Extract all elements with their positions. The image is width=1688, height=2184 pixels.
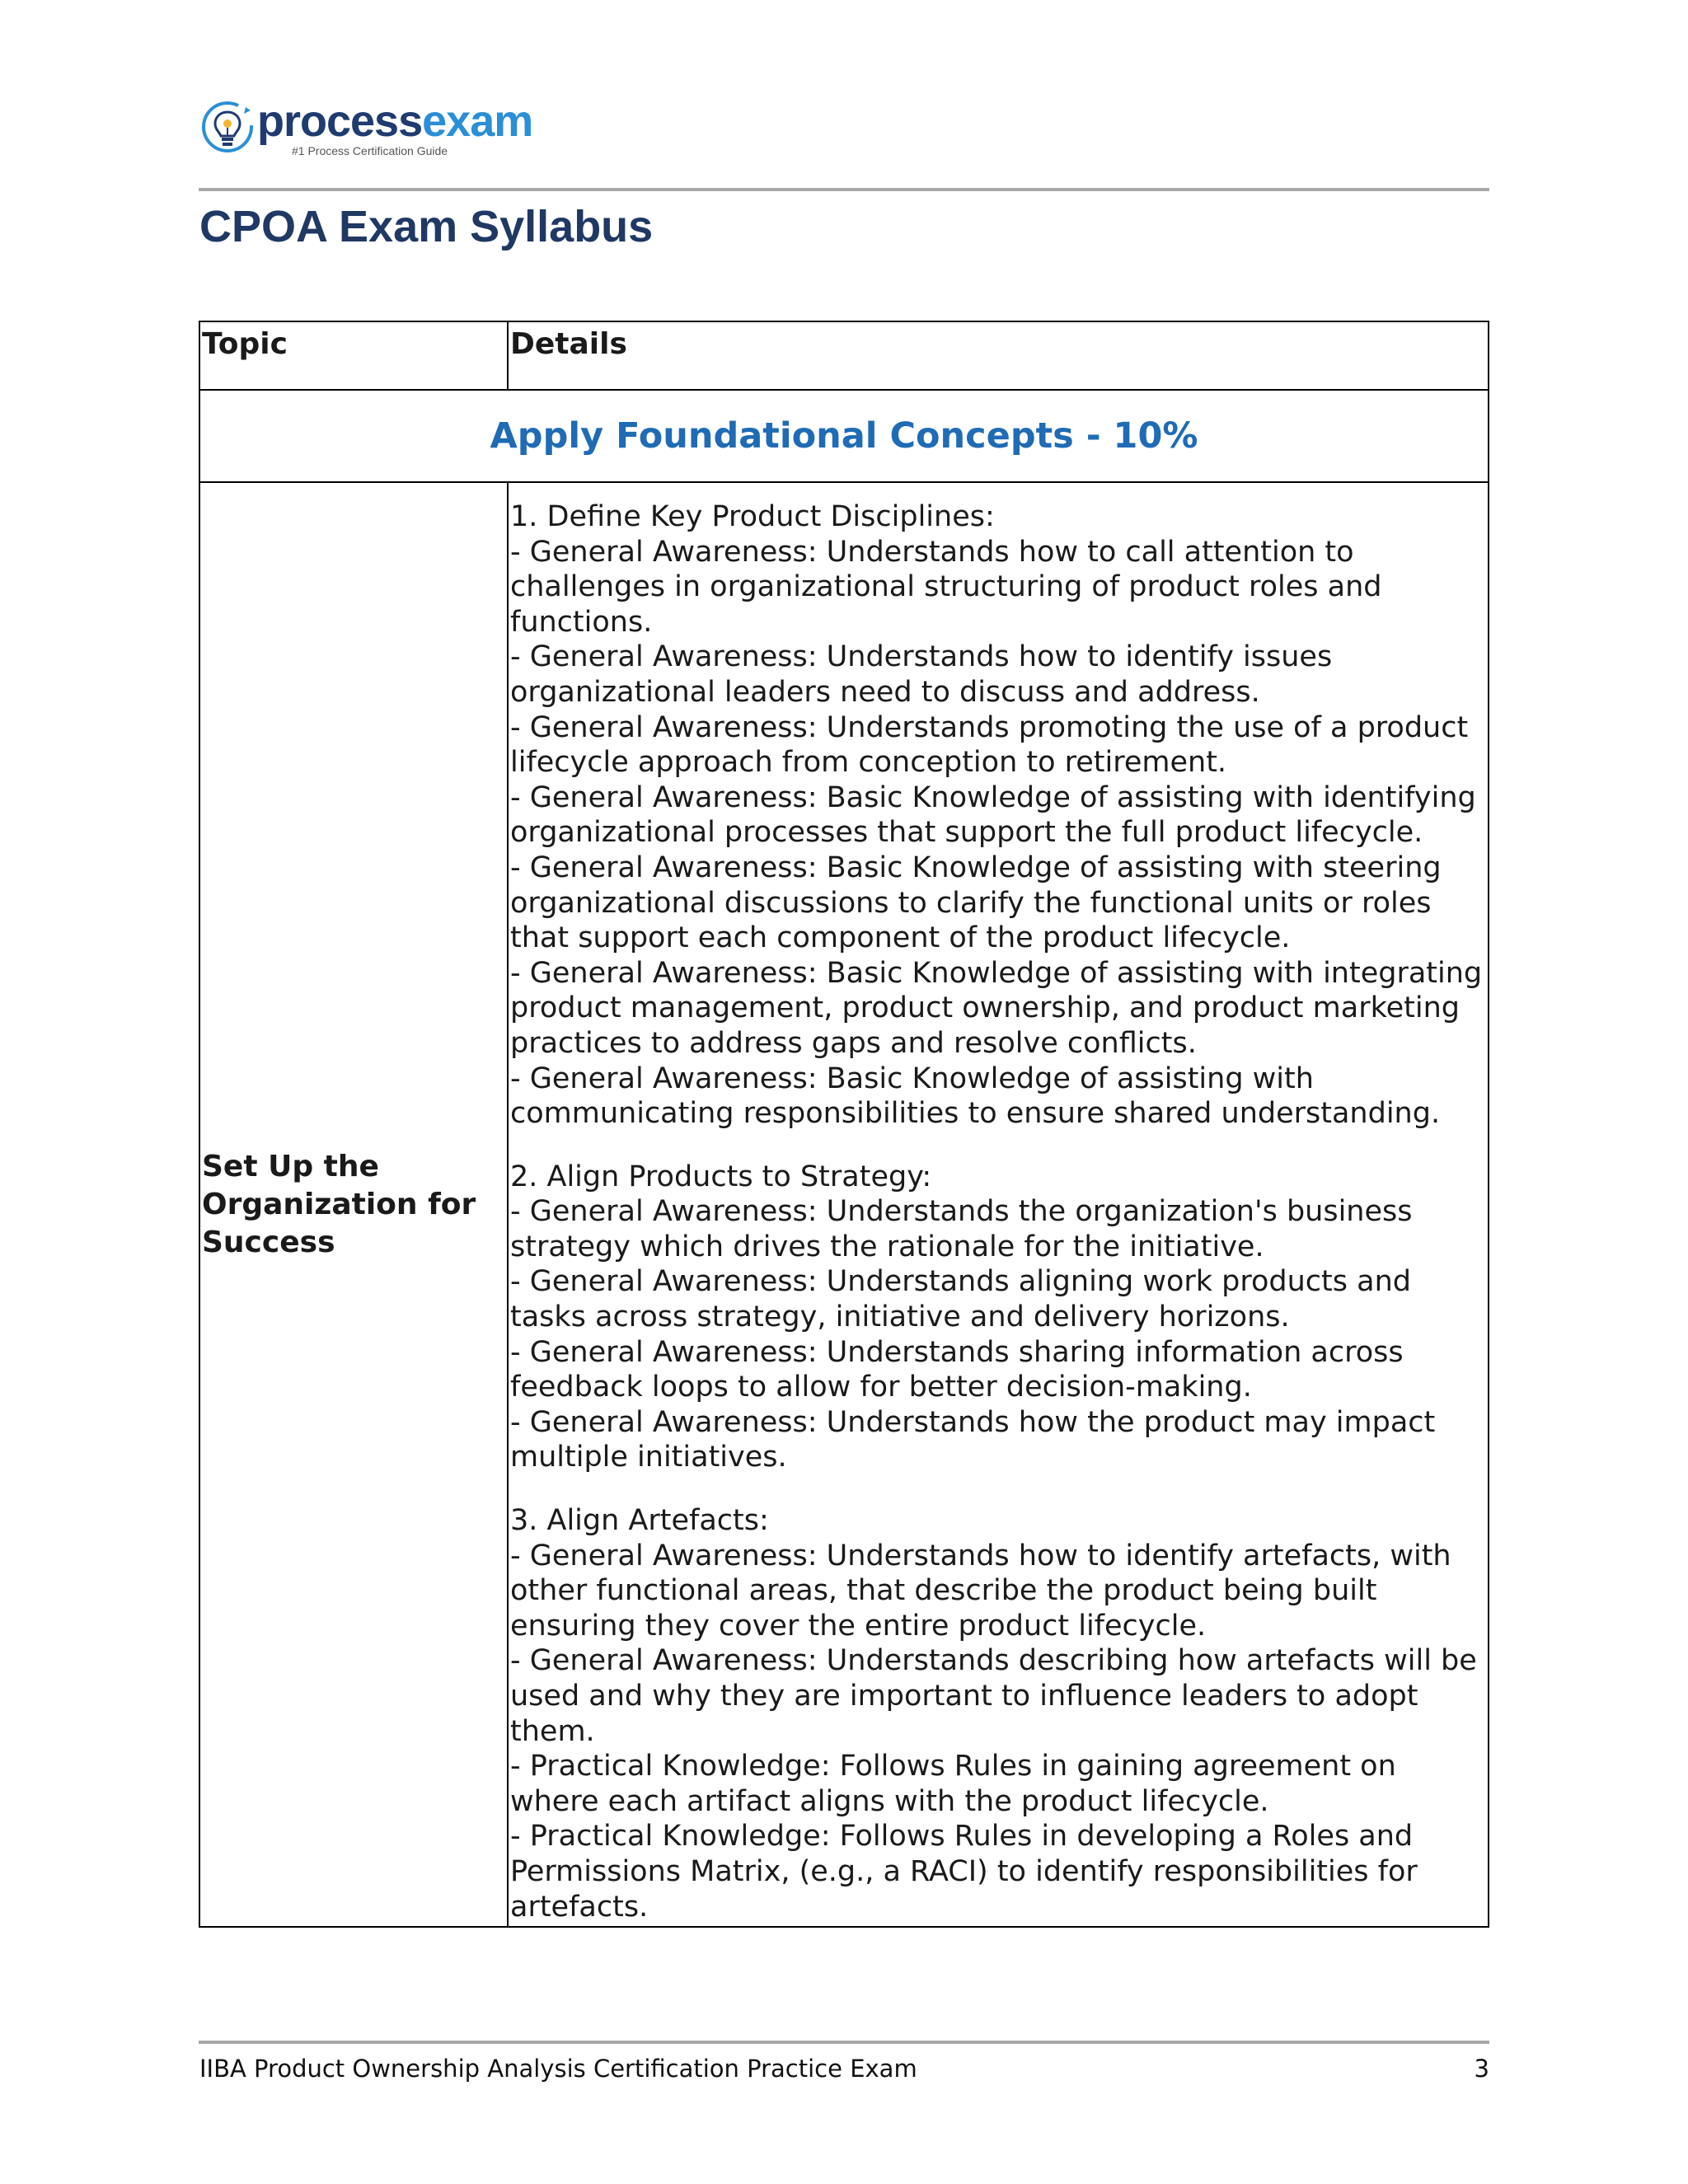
list-item: - General Awareness: Understands how the product may impact multiple initiatives. <box>510 1405 1436 1474</box>
page-title: CPOA Exam Syllabus <box>199 202 654 251</box>
syllabus-table <box>199 321 1489 1928</box>
group-heading: 3. Align Artefacts: <box>510 1504 769 1538</box>
details-cell <box>508 482 1489 1927</box>
table-header-row <box>199 321 1489 390</box>
list-item: - General Awareness: Understands how to identify artefacts, with other functional areas, that describe the product being built ensuring they cover the entire product lifecycle. <box>510 1539 1451 1643</box>
footer-rule <box>199 2041 1489 2044</box>
list-item: - General Awareness: Understands the organization's business strategy which drives the rationale for the initiative. <box>510 1195 1413 1263</box>
list-item: - General Awareness: Understands describing how artefacts will be used and why they are important to influence leaders to adopt them. <box>510 1644 1477 1748</box>
logo-word-process: process <box>257 96 423 146</box>
header-rule <box>199 188 1489 191</box>
list-item: - General Awareness: Basic Knowledge of assisting with steering organizational discussions to clarify the functional units or roles that support each component of the product lifecycle. <box>510 851 1442 955</box>
section-row <box>199 390 1489 482</box>
topic-cell: Set Up the Organization for Success <box>199 482 508 1927</box>
list-item: - Practical Knowledge: Follows Rules in developing a Roles and Permissions Matrix, (e.g., a RACI) to identify responsibilities for artefacts. <box>510 1820 1418 1924</box>
list-item: - General Awareness: Understands promoting the use of a product lifecycle approach from conception to retirement. <box>510 710 1469 780</box>
details-group-2 <box>510 1160 1486 1475</box>
group-heading: 2. Align Products to Strategy: <box>510 1160 932 1193</box>
list-item: - General Awareness: Understands how to identify issues organizational leaders need to discuss and address. <box>510 640 1333 709</box>
list-item: - General Awareness: Basic Knowledge of assisting with identifying organizational processes that support the full product lifecycle. <box>510 780 1476 850</box>
lightbulb-icon <box>201 99 254 157</box>
logo-tagline: #1 Process Certification Guide <box>292 144 448 157</box>
list-item: - Practical Knowledge: Follows Rules in gaining agreement on where each artifact aligns with the product lifecycle. <box>510 1750 1396 1818</box>
list-item: - General Awareness: Understands how to call attention to challenges in organizational structuring of product roles and functions. <box>510 535 1382 639</box>
footer-title: IIBA Product Ownership Analysis Certification Practice Exam <box>199 2055 917 2083</box>
list-item: - General Awareness: Basic Knowledge of assisting with integrating product management, product ownership, and product marketing practices to address gaps and resolve conflicts. <box>510 956 1483 1060</box>
processexam-logo <box>201 96 533 165</box>
logo-word-exam: exam <box>422 96 533 146</box>
logo-wordmark <box>257 96 533 146</box>
column-header-details: Details <box>508 321 1489 390</box>
table-row <box>199 482 1489 1927</box>
list-item: - General Awareness: Understands aligning work products and tasks across strategy, initiative and delivery horizons. <box>510 1265 1411 1334</box>
details-group-3 <box>510 1503 1486 1924</box>
section-heading: Apply Foundational Concepts - 10% <box>199 390 1489 482</box>
page-number: 3 <box>1474 2055 1489 2083</box>
list-item: - General Awareness: Understands sharing information across feedback loops to allow for better decision-making. <box>510 1335 1404 1404</box>
column-header-topic: Topic <box>199 321 508 390</box>
group-heading: 1. Define Key Product Disciplines: <box>510 500 995 533</box>
list-item: - General Awareness: Basic Knowledge of assisting with communicating responsibilities to ensure shared understanding. <box>510 1062 1441 1131</box>
details-group-1 <box>510 499 1486 1132</box>
